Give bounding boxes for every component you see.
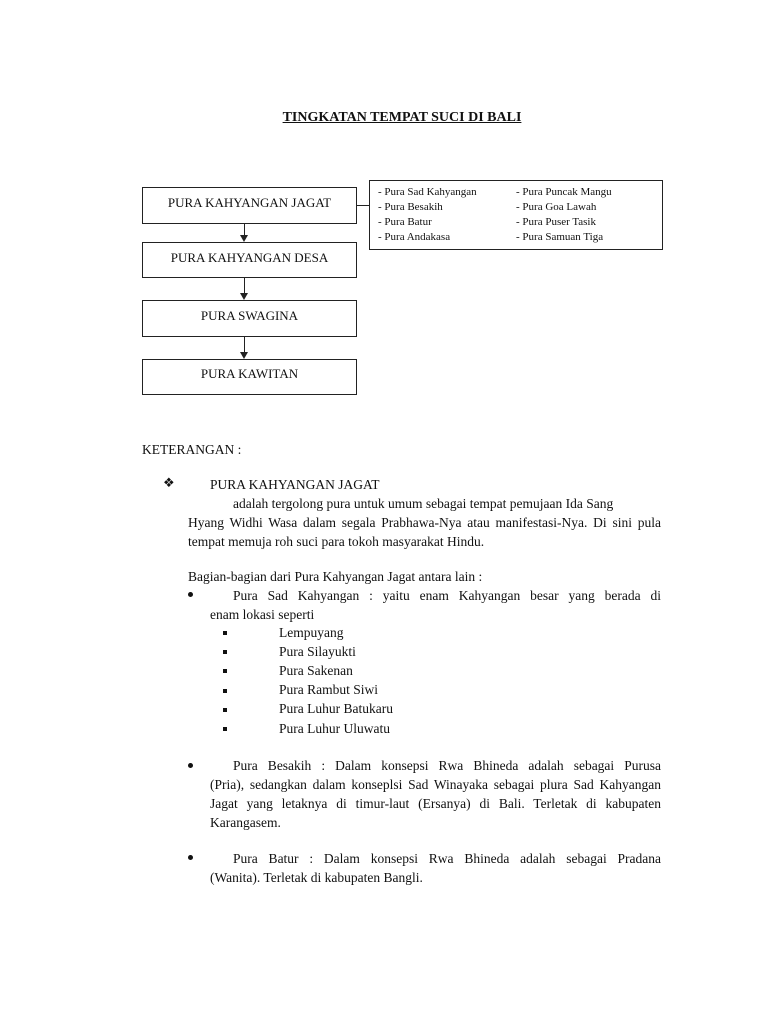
list-item: - Pura Batur (378, 216, 432, 228)
arrowhead-1 (240, 235, 248, 242)
list-item: - Pura Sad Kahyangan (378, 186, 477, 198)
sub-item: Pura Silayukti (279, 644, 356, 659)
square-bullet-icon (223, 631, 227, 635)
sub-item: Lempuyang (279, 625, 344, 640)
box-label: PURA KAHYANGAN JAGAT (167, 195, 332, 210)
list-item: - Pura Besakih (378, 201, 443, 213)
para1-first-line: adalah tergolong pura untuk umum sebagai tempat pemujaan Ida Sang (233, 496, 614, 511)
square-bullet-icon (223, 689, 227, 693)
keterangan-heading: KETERANGAN : (142, 442, 242, 457)
bullet1-first-line: Pura Sad Kahyangan : yaitu enam Kahyangan besar yang berada di (233, 588, 661, 603)
square-bullet-icon (223, 669, 227, 673)
bullet-icon (188, 592, 193, 597)
box-label: PURA SWAGINA (200, 308, 299, 323)
bullet-icon (188, 855, 193, 860)
arrowhead-2 (240, 293, 248, 300)
page-title: TINGKATAN TEMPAT SUCI DI BALI (282, 110, 522, 125)
box-label: PURA KAWITAN (200, 366, 299, 381)
list-item: - Pura Puncak Mangu (516, 186, 612, 198)
box-kawitan (142, 359, 357, 395)
bullet3-first-line: Pura Batur : Dalam konsepsi Rwa Bhineda adalah sebagai Pradana (233, 851, 661, 866)
list-item: - Pura Andakasa (378, 231, 451, 243)
bullet1-second-line: enam lokasi seperti (210, 607, 315, 622)
arrow-line-1 (244, 224, 245, 235)
list-item: - Pura Puser Tasik (516, 216, 596, 228)
arrow-line-2 (244, 278, 245, 293)
sub-item: Pura Sakenan (279, 663, 353, 678)
bullet3-rest: (Wanita). Terletak di kabupaten Bangli. (210, 870, 423, 885)
square-bullet-icon (223, 708, 227, 712)
bullet-icon (188, 763, 193, 768)
sub-item: Pura Luhur Batukaru (279, 701, 393, 716)
arrowhead-3 (240, 352, 248, 359)
bagian-intro: Bagian-bagian dari Pura Kahyangan Jagat antara lain : (188, 569, 483, 584)
sub-item: Pura Luhur Uluwatu (279, 721, 390, 736)
square-bullet-icon (223, 650, 227, 654)
bullet2-rest: (Pria), sedangkan dalam konseplsi Sad Winayaka sebagai plura Sad Kahyangan Jagat yang letaknya di timur-laut (Ersanya) di Bali. Terletak di kabupaten Karangasem. (210, 777, 661, 830)
diamond-bullet-icon: ❖ (163, 476, 175, 491)
square-bullet-icon (223, 727, 227, 731)
section-heading: PURA KAHYANGAN JAGAT (210, 477, 380, 492)
pura-list-box (369, 180, 663, 250)
box-kahyangan-desa (142, 242, 357, 278)
para1-rest: Hyang Widhi Wasa dalam segala Prabhawa-Nya atau manifestasi-Nya. Di sini pula tempat memuja roh suci para tokoh masyarakat Hindu. (188, 515, 661, 549)
arrow-line-3 (244, 337, 245, 352)
box-swagina (142, 300, 357, 337)
connector-line (357, 205, 369, 206)
list-item: - Pura Goa Lawah (516, 201, 597, 213)
box-kahyangan-jagat (142, 187, 357, 224)
bullet2-first-line: Pura Besakih : Dalam konsepsi Rwa Bhineda adalah sebagai Purusa (233, 758, 661, 773)
box-label: PURA KAHYANGAN DESA (170, 250, 329, 265)
pura-list-col-1 (378, 185, 477, 245)
list-item: - Pura Samuan Tiga (516, 231, 604, 243)
pura-list-col-2 (516, 185, 612, 245)
sub-item: Pura Rambut Siwi (279, 682, 379, 697)
